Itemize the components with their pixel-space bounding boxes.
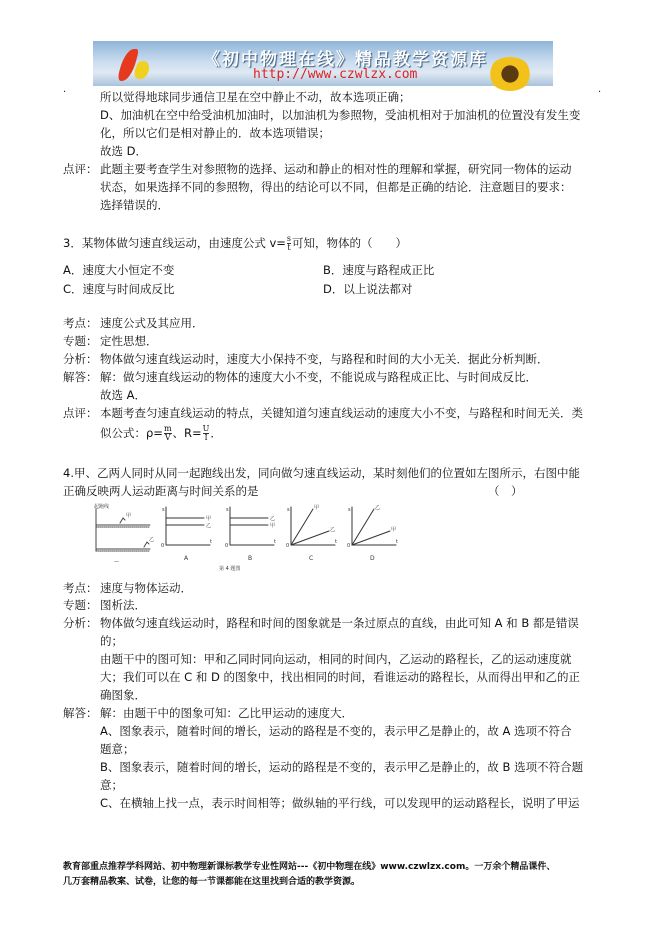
svg-text:0: 0 [225,543,229,549]
svg-text:乙: 乙 [206,523,212,529]
svg-text:s: s [287,507,290,513]
text-line: 状态，如果选择不同的参照物，得出的结论可以不同，但都是正确的结论．注意题目的要求： [100,180,572,194]
fenxi-line: 分析： 物体做匀速直线运动时，路程和时间的图象就是一条过原点的直线，由此可知 A 和 B 都是错误 [63,616,579,630]
start-line-panel [96,509,150,551]
option-b: B．速度与路程成正比 [323,263,435,277]
svg-text:—: — [114,559,119,565]
banner-title: 《初中物理在线》精品教学资源库 [203,50,488,70]
fraction-s-over-t: $\frac{s}{t}$ [286,234,292,252]
footer-line: 教育部重点推荐学科网站、初中物理新课标教学专业性网站---《初中物理在线》www.czwlzx.com。一万余个精品课件、 [63,862,556,872]
answer-bracket: （ ） [488,484,523,498]
option-a: A．速度大小恒定不变 [63,263,175,277]
svg-text:t: t [335,539,337,545]
question-4-stem: 正确反映两人运动距离与时间关系的是 [63,484,259,498]
margin-dot: . [598,84,602,95]
svg-text:0: 0 [161,543,165,549]
start-line-label: 起跑线 [94,504,110,510]
svg-text:乙: 乙 [375,505,381,511]
text-line: 故选 A． [100,388,147,402]
text-line: 故选 D． [100,144,148,158]
text-line: 由题干中的图可知：甲和乙同时同向运动，相同的时间内，乙运动的路程长，乙的运动速度就 [100,652,572,666]
text-line: 选择错误的． [100,198,169,212]
jieda-line: 解答： 解：由题干中的图象可知：乙比甲运动的速度大． [63,706,353,720]
svg-text:甲: 甲 [206,516,212,522]
option-c: C．速度与时间成反比 [63,282,175,296]
kaodian-line: 考点： 速度与物体运动． [63,581,192,595]
margin-dot: . [63,84,67,95]
text-line: C、在横轴上找一点，表示时间相等；做纵轴的平行线，可以发现甲的运动路程长，说明了甲运 [100,796,580,810]
panel-label-D: D [370,555,375,562]
series-line [291,531,329,545]
svg-text:s: s [162,507,165,513]
panel-label-A: A [184,555,189,562]
dianping-line: 点评： 本题考查匀速直线运动的特点，关键知道匀速直线运动的速度大小不变，与路程和时间无关．类 [63,406,583,420]
text-line: 确图象． [100,688,146,702]
text-line: 题意； [100,742,135,756]
svg-text:乙: 乙 [330,527,336,533]
svg-text:t: t [210,539,212,545]
svg-text:甲: 甲 [314,505,320,511]
series-line [291,509,313,545]
jieda-line: 解答： 解：做匀速直线运动的物体的速度大小不变，不能说成与路程成正比、与时间成反比． [63,370,537,384]
svg-text:甲: 甲 [270,523,276,529]
question-4-figure [92,503,398,573]
zhuanti-line: 专题： 定性思想． [63,334,158,348]
option-d: D．以上说法都对 [323,282,413,296]
svg-text:s: s [226,507,229,513]
comment-label: 点评： [63,162,98,176]
panel-label-C: C [309,555,314,562]
text-line: A、图象表示，随着时间的增长，运动的路程是不变的，表示甲乙是静止的，故 A 选项不符合 [100,724,572,738]
text-line: 所以觉得地球同步通信卫星在空中静止不动，故本选项正确； [100,90,411,104]
banner-url: http://www.czwlzx.com [253,67,418,82]
text-line: 意； [100,778,123,792]
kaodian-line: 考点： 速度公式及其应用． [63,316,204,330]
text-line: 大；我们可以在 C 和 D 的图象中，找出相同的时间，看谁运动的路程长，从而得出甲和乙的正 [100,670,581,684]
svg-text:甲: 甲 [126,513,132,519]
svg-text:s: s [348,507,351,513]
comment-line: 点评： 此题主要考查学生对参照物的选择、运动和静止的相对性的理解和掌握，研究同一物体的运动 [63,162,572,176]
figure-caption: 第 4 题图 [219,566,241,572]
svg-text:乙: 乙 [149,537,155,543]
panel-label-B: B [248,555,253,562]
svg-text:甲: 甲 [391,527,397,533]
formula-line: 似公式：ρ= $\frac{m}{V}$ 、R= $\frac{U}{I}$ ． [100,424,222,442]
svg-text:乙: 乙 [270,516,276,522]
series-line [352,509,374,545]
series-line [352,531,390,545]
text-line: D、加油机在空中给受油机加油时，以加油机为参照物，受油机相对于加油机的位置没有发生变 [100,108,581,122]
fenxi-line: 分析： 物体做匀速直线运动时，速度大小保持不变，与路程和时间的大小无关．据此分析判断． [63,352,549,366]
sunflower-icon [488,57,532,91]
svg-text:0: 0 [347,543,351,549]
text-line: 的； [100,634,123,648]
question-4-stem: 4.甲、乙两人同时从同一起跑线出发，同向做匀速直线运动，某时刻他们的位置如左图所示，右图中能 [63,466,580,480]
header-banner [93,41,553,86]
svg-text:0: 0 [286,543,290,549]
question-3-stem: 3．某物体做匀速直线运动，由速度公式 v= $\frac{s}{t}$ 可知，物体的（ ） [63,234,408,252]
footer-line: 几万套精品教案、试卷，让您的每一节课都能在这里找到合适的教学资源。 [63,877,361,887]
text-line: 化，所以它们是相对静止的．故本选项错误； [100,126,330,140]
svg-text:t: t [396,539,398,545]
text-line: B、图象表示，随着时间的增长，运动的路程是不变的，表示甲乙是静止的，故 B 选项不符合题 [100,760,584,774]
zhuanti-line: 专题： 图析法． [63,598,146,612]
svg-text:t: t [274,539,276,545]
